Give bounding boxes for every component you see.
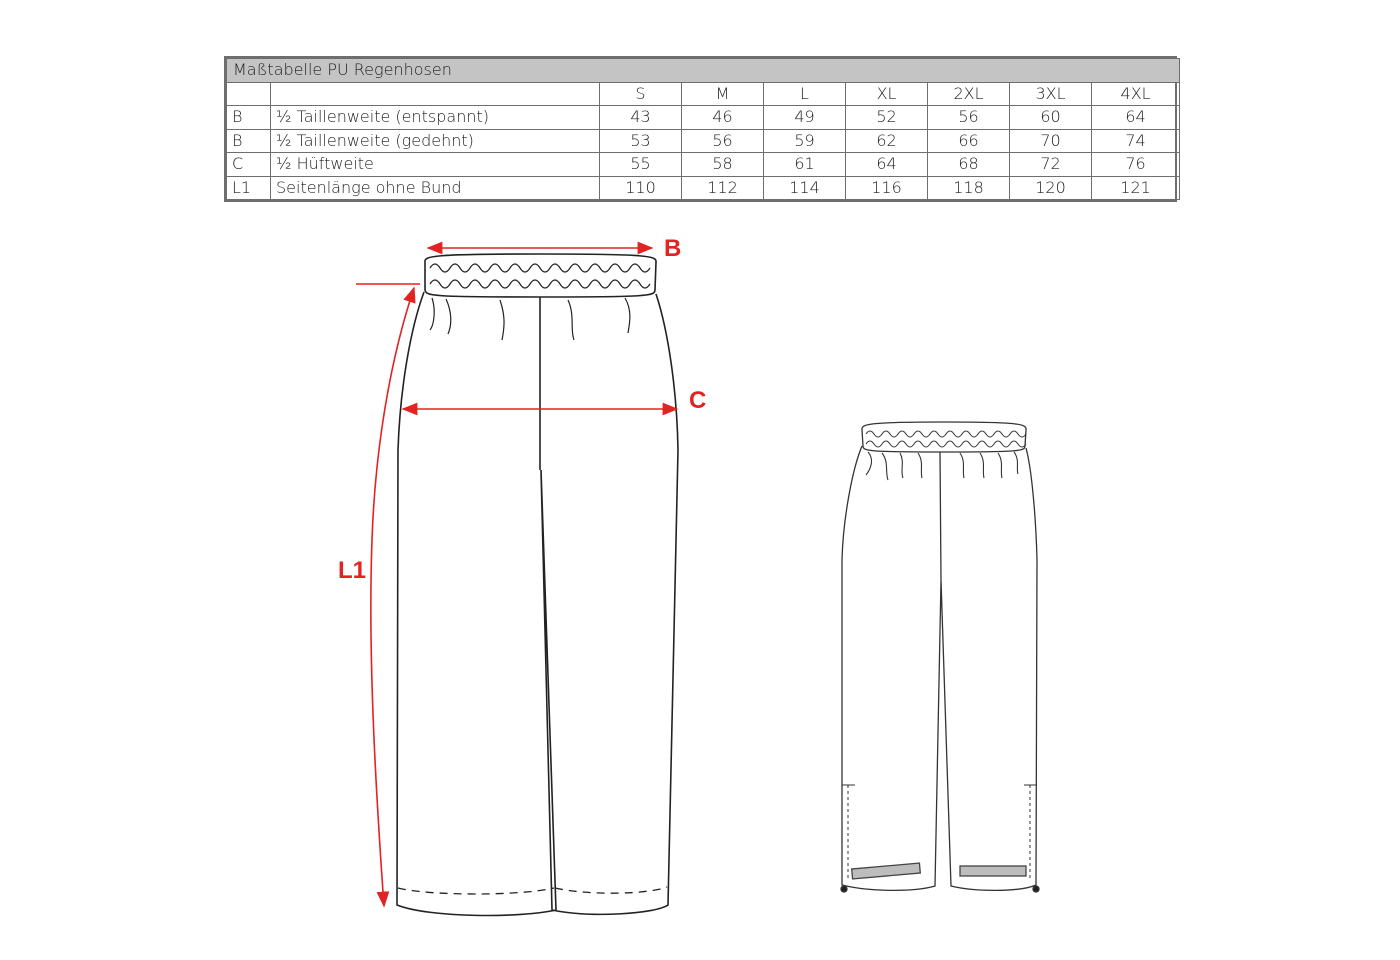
row-code: C bbox=[227, 153, 271, 177]
back-waistband bbox=[862, 422, 1026, 452]
row-value: 112 bbox=[682, 176, 764, 200]
row-value: 59 bbox=[764, 129, 846, 153]
back-center-seam bbox=[940, 452, 941, 580]
back-pleats bbox=[866, 452, 1018, 480]
label-waist: B bbox=[664, 235, 682, 262]
row-value: 116 bbox=[846, 176, 928, 200]
row-value: 55 bbox=[600, 153, 682, 177]
measure-side-length bbox=[356, 284, 420, 906]
row-value: 60 bbox=[1010, 106, 1092, 130]
row-value: 58 bbox=[682, 153, 764, 177]
back-velcro-left bbox=[852, 863, 921, 879]
front-view-pants bbox=[397, 254, 678, 915]
row-value: 62 bbox=[846, 129, 928, 153]
row-value: 68 bbox=[928, 153, 1010, 177]
row-label: ½ Taillenweite (gedehnt) bbox=[271, 129, 600, 153]
row-value: 121 bbox=[1092, 176, 1180, 200]
front-pants-outline bbox=[397, 292, 678, 915]
row-value: 120 bbox=[1010, 176, 1092, 200]
back-cord-stopper-right bbox=[1033, 886, 1039, 892]
row-value: 118 bbox=[928, 176, 1010, 200]
front-hem-stitch bbox=[398, 887, 667, 894]
row-value: 74 bbox=[1092, 129, 1180, 153]
back-pants-outline bbox=[842, 446, 1037, 890]
row-value: 61 bbox=[764, 153, 846, 177]
row-value: 76 bbox=[1092, 153, 1180, 177]
row-value: 70 bbox=[1010, 129, 1092, 153]
size-header-4xl: 4XL bbox=[1092, 82, 1180, 106]
row-value: 114 bbox=[764, 176, 846, 200]
row-value: 49 bbox=[764, 106, 846, 130]
back-cord-stopper-left bbox=[841, 886, 847, 892]
table-title: Maßtabelle PU Regenhosen bbox=[227, 59, 1180, 83]
size-header-3xl: 3XL bbox=[1010, 82, 1092, 106]
row-value: 64 bbox=[1092, 106, 1180, 130]
size-header-l: L bbox=[764, 82, 846, 106]
row-label: ½ Taillenweite (entspannt) bbox=[271, 106, 600, 130]
row-value: 110 bbox=[600, 176, 682, 200]
row-value: 66 bbox=[928, 129, 1010, 153]
row-code: B bbox=[227, 129, 271, 153]
row-code: L1 bbox=[227, 176, 271, 200]
front-waistband bbox=[425, 254, 656, 297]
size-header-xl: XL bbox=[846, 82, 928, 106]
row-value: 52 bbox=[846, 106, 928, 130]
row-value: 64 bbox=[846, 153, 928, 177]
size-header-m: M bbox=[682, 82, 764, 106]
back-view-pants bbox=[841, 422, 1039, 892]
size-header-2xl: 2XL bbox=[928, 82, 1010, 106]
front-pleats bbox=[430, 298, 630, 340]
row-value: 43 bbox=[600, 106, 682, 130]
row-value: 46 bbox=[682, 106, 764, 130]
row-value: 56 bbox=[928, 106, 1010, 130]
label-side-length: L1 bbox=[338, 557, 367, 584]
size-header-s: S bbox=[600, 82, 682, 106]
row-value: 53 bbox=[600, 129, 682, 153]
row-code: B bbox=[227, 106, 271, 130]
back-velcro-right bbox=[960, 866, 1026, 876]
row-value: 56 bbox=[682, 129, 764, 153]
row-value: 72 bbox=[1010, 153, 1092, 177]
label-hip: C bbox=[689, 387, 707, 414]
row-label: Seitenlänge ohne Bund bbox=[271, 176, 600, 200]
row-label: ½ Hüftweite bbox=[271, 153, 600, 177]
